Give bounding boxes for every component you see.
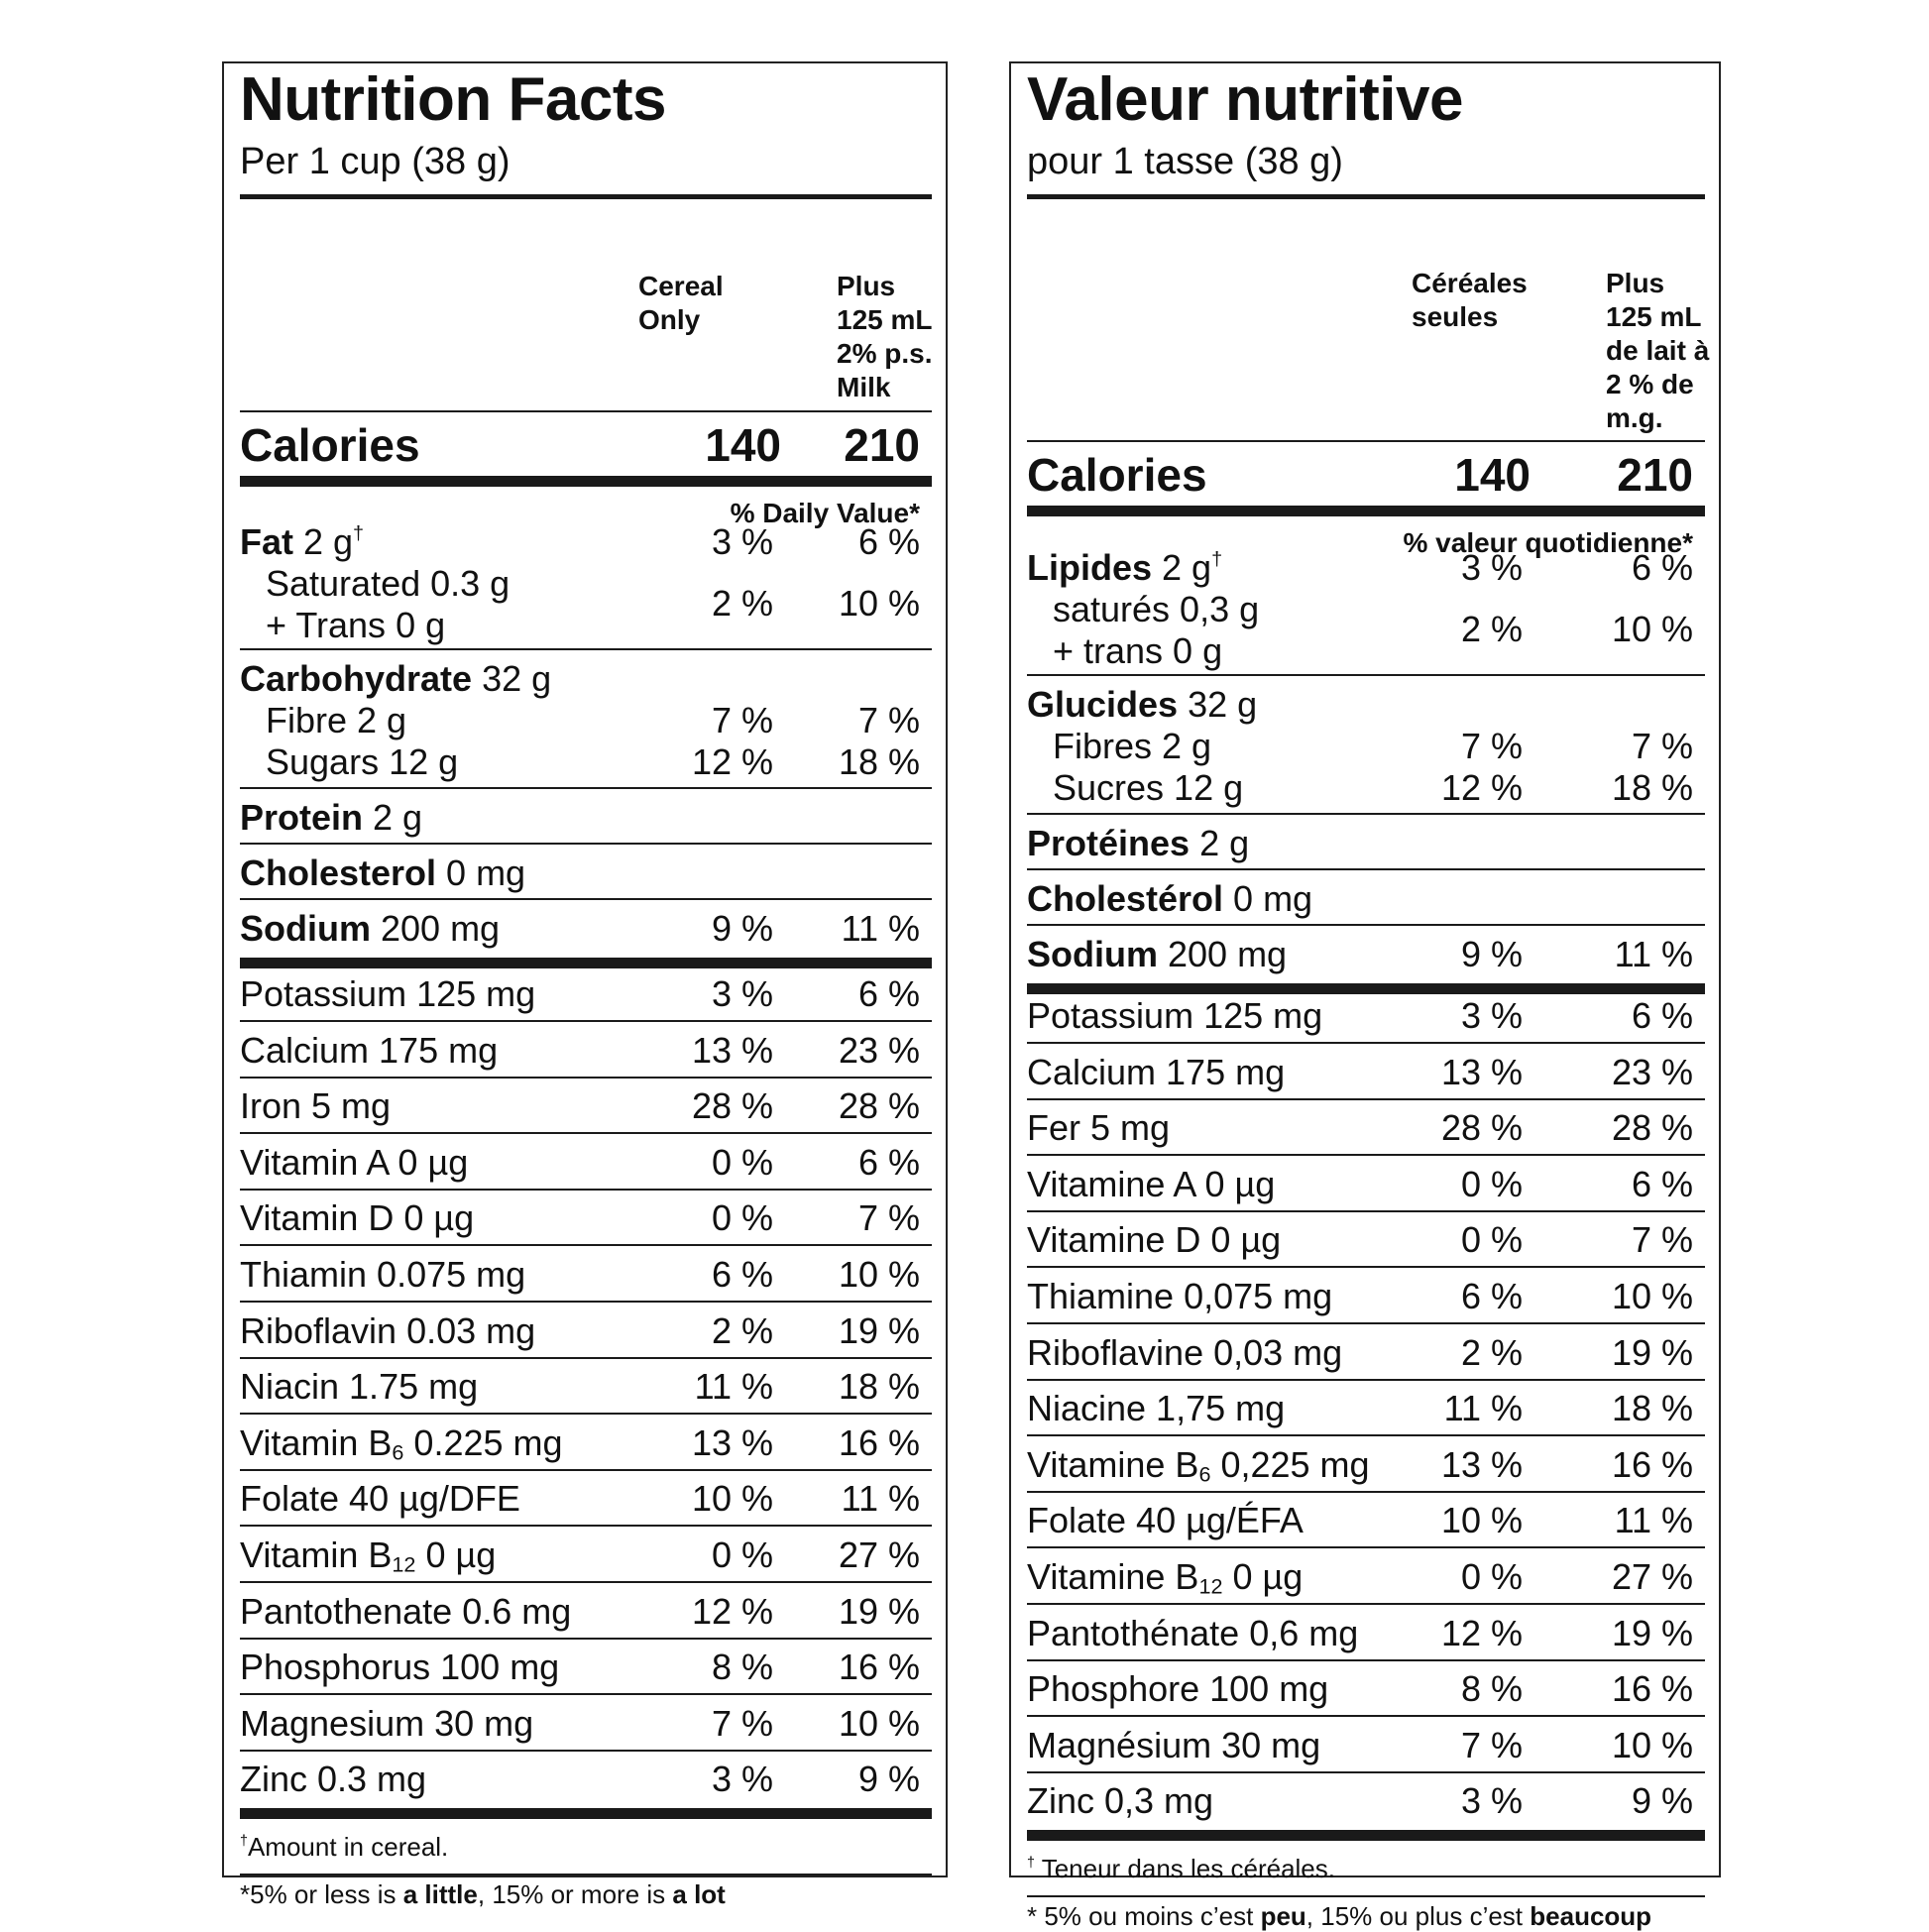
column-header-cereal [1412, 267, 1528, 334]
dv-cereal-value: 8 % [1460, 1668, 1523, 1709]
nutrient-amount: 0.225 mg [403, 1422, 563, 1463]
saturated-label: saturés 0,3 g [1053, 589, 1260, 629]
dv-cereal-value: 9 % [711, 908, 773, 949]
dv-milk-value: 28 % [1611, 1107, 1693, 1148]
dv-cereal-value: 7 % [1460, 726, 1523, 766]
dv-milk-value: 23 % [1611, 1052, 1693, 1092]
dv-cereal-value: 3 % [1460, 547, 1523, 588]
column-header-line: m.g. [1606, 402, 1663, 433]
footnote-text: , 15% ou plus c’est [1305, 1901, 1531, 1931]
dv-cereal-value: 3 % [711, 973, 773, 1014]
dv-cereal-value: 11 % [1443, 1388, 1523, 1428]
divider [1027, 1322, 1705, 1324]
divider [240, 1750, 932, 1752]
subscript: 12 [1198, 1573, 1223, 1599]
rule-below-calories [1027, 506, 1705, 516]
calories-label: Calories [240, 419, 420, 471]
dv-milk-value: 9 % [1631, 1780, 1693, 1821]
footnote-emphasis: a little [402, 1879, 478, 1909]
column-header-line: Plus [837, 271, 896, 301]
nutrient-name: Niacin 1.75 mg [240, 1366, 479, 1407]
sodium-name: Sodium [1027, 934, 1158, 974]
dagger-mark: † [1027, 1855, 1035, 1872]
subscript: 6 [392, 1439, 404, 1465]
divider [240, 1132, 932, 1134]
dv-cereal-value: 8 % [711, 1647, 773, 1687]
dv-milk-value: 6 % [857, 521, 920, 562]
carbohydrate-label [240, 658, 551, 700]
nutrient-amount: 0,225 mg [1210, 1444, 1370, 1485]
divider [240, 1525, 932, 1527]
divider [240, 648, 932, 650]
dv-milk-value: 19 % [1611, 1332, 1693, 1373]
cholesterol-name: Cholesterol [240, 852, 437, 893]
dv-milk-value: 10 % [1611, 1725, 1693, 1765]
footnote-emphasis: beaucoup [1530, 1901, 1652, 1931]
sodium-name: Sodium [240, 908, 371, 949]
carbohydrate-name: Glucides [1027, 684, 1179, 725]
dv-cereal-value: 2 % [711, 1310, 773, 1351]
nutrient-name: Fer 5 mg [1027, 1107, 1171, 1148]
dv-milk-value: 18 % [1611, 1388, 1693, 1428]
column-header-line: 125 mL [837, 304, 933, 335]
dv-milk-value: 23 % [838, 1030, 920, 1071]
nutrient-name: Riboflavin 0.03 mg [240, 1310, 536, 1351]
calories-milk: 210 [1617, 449, 1693, 501]
dv-cereal-value: 9 % [1460, 934, 1523, 974]
dv-milk-value: 16 % [838, 1647, 920, 1687]
dagger-mark: † [240, 1833, 248, 1850]
dv-cereal-value: 13 % [691, 1422, 773, 1463]
divider [240, 1077, 932, 1079]
nutrient-name [1027, 1444, 1370, 1486]
dv-milk-value: 7 % [1631, 726, 1693, 766]
dv-milk-value: 6 % [1631, 547, 1693, 588]
divider [240, 898, 932, 900]
dv-cereal-value: 7 % [711, 1703, 773, 1744]
nutrient-name-text: Vitamin B [240, 1534, 393, 1575]
dv-cereal-value: 10 % [691, 1478, 773, 1519]
nutrient-name: Folate 40 µg/DFE [240, 1478, 520, 1519]
rule-above-footnote [1027, 1830, 1705, 1841]
dv-cereal-value: 2 % [711, 583, 773, 624]
dv-milk-value: 27 % [1611, 1556, 1693, 1597]
dv-milk-value: 16 % [1611, 1444, 1693, 1485]
divider [240, 843, 932, 845]
divider [1027, 1434, 1705, 1436]
nutrient-name: Potassium 125 mg [1027, 995, 1323, 1036]
divider [240, 1020, 932, 1022]
footnote-daily-value [1027, 1901, 1651, 1932]
nutrient-name: Potassium 125 mg [240, 973, 536, 1014]
dv-cereal-value: 10 % [1440, 1500, 1523, 1540]
rule-above-minerals [1027, 983, 1705, 994]
nutrient-name: Phosphore 100 mg [1027, 1668, 1329, 1709]
sugars-label: Sugars 12 g [266, 741, 459, 782]
divider [240, 1189, 932, 1191]
divider [240, 1469, 932, 1471]
nutrient-name [240, 1534, 496, 1576]
nutrition-facts-panel-en [222, 61, 948, 1909]
divider [1027, 1154, 1705, 1156]
divider [1027, 1491, 1705, 1493]
rule-above-minerals [240, 958, 932, 968]
dv-cereal-value: 7 % [1460, 1725, 1523, 1765]
column-header-line: Milk [837, 372, 891, 402]
divider [1027, 1715, 1705, 1717]
dv-milk-value: 11 % [841, 908, 920, 949]
nutrient-name: Calcium 175 mg [1027, 1052, 1286, 1092]
dv-cereal-value: 0 % [1460, 1219, 1523, 1260]
nutrient-name: Magnésium 30 mg [1027, 1725, 1321, 1765]
divider [1027, 1042, 1705, 1044]
dv-milk-value: 11 % [841, 1478, 920, 1519]
carbohydrate-amount: 32 g [1178, 684, 1258, 725]
divider [1027, 1895, 1705, 1897]
footnote-text: Teneur dans les céréales. [1034, 1854, 1335, 1883]
fibre-label: Fibres 2 g [1053, 726, 1212, 766]
dv-cereal-value: 6 % [711, 1254, 773, 1295]
footnote-text: Amount in cereal. [247, 1832, 449, 1862]
nutrient-amount: 0 µg [415, 1534, 497, 1575]
label-title: Nutrition Facts [240, 65, 666, 134]
fat-label [240, 521, 364, 563]
fat-name: Lipides [1027, 547, 1153, 588]
nutrient-name: Iron 5 mg [240, 1085, 392, 1126]
dv-cereal-value: 28 % [691, 1085, 773, 1126]
column-header-line: 125 mL [1606, 301, 1702, 332]
nutrient-name-text: Vitamine B [1027, 1444, 1199, 1485]
column-header-line: de lait à [1606, 335, 1710, 366]
dv-milk-value: 19 % [838, 1310, 920, 1351]
dv-milk-value: 28 % [838, 1085, 920, 1126]
divider [1027, 924, 1705, 926]
footnote-emphasis: peu [1260, 1901, 1306, 1931]
carbohydrate-name: Carbohydrate [240, 658, 473, 699]
divider [240, 1357, 932, 1359]
nutrient-name: Zinc 0.3 mg [240, 1759, 427, 1799]
nutrient-name: Pantothenate 0.6 mg [240, 1591, 572, 1632]
dagger-mark: † [1211, 548, 1223, 571]
divider [240, 1301, 932, 1303]
dv-milk-value: 11 % [1614, 934, 1693, 974]
divider [1027, 1603, 1705, 1605]
column-header-line: 2 % de [1606, 369, 1694, 399]
cholesterol-label [1027, 878, 1312, 920]
protein-label [240, 797, 422, 839]
dv-milk-value: 16 % [1611, 1668, 1693, 1709]
nutrient-name: Riboflavine 0,03 mg [1027, 1332, 1343, 1373]
footnote-daily-value [240, 1879, 726, 1910]
divider [1027, 1266, 1705, 1268]
label-title: Valeur nutritive [1027, 65, 1463, 134]
dv-cereal-value: 0 % [1460, 1164, 1523, 1204]
divider [1027, 674, 1705, 676]
rule-below-serving [1027, 194, 1705, 199]
divider [240, 1874, 932, 1875]
nutrient-name: Thiamin 0.075 mg [240, 1254, 526, 1295]
column-header-milk [837, 270, 933, 404]
nutrient-name-text: Vitamine B [1027, 1556, 1199, 1597]
rule-below-calories [240, 476, 932, 487]
fat-amount: 2 g [1152, 547, 1212, 588]
fat-name: Fat [240, 521, 293, 562]
nutrient-name-text: Vitamin B [240, 1422, 393, 1463]
cholesterol-amount: 0 mg [436, 852, 526, 893]
dv-cereal-value: 0 % [711, 1534, 773, 1575]
fat-label [1027, 547, 1222, 589]
sodium-amount: 200 mg [1158, 934, 1288, 974]
nutrient-name: Thiamine 0,075 mg [1027, 1276, 1333, 1316]
cholesterol-label [240, 852, 525, 894]
dv-milk-value: 18 % [838, 741, 920, 782]
nutrient-name: Vitamin D 0 µg [240, 1197, 475, 1238]
dv-milk-value: 11 % [1614, 1500, 1693, 1540]
dv-cereal-value: 13 % [1440, 1052, 1523, 1092]
divider [240, 787, 932, 789]
dv-cereal-value: 7 % [711, 700, 773, 740]
footnote-amount-in-cereal [1027, 1854, 1335, 1884]
footnote-emphasis: a lot [672, 1879, 726, 1909]
nutrient-name: Calcium 175 mg [240, 1030, 499, 1071]
divider [1027, 868, 1705, 870]
nutrient-name: Vitamine A 0 µg [1027, 1164, 1276, 1204]
column-header-line: seules [1412, 301, 1499, 332]
dv-milk-value: 7 % [857, 700, 920, 740]
nutrient-name: Folate 40 µg/ÉFA [1027, 1500, 1304, 1540]
rule-below-serving [240, 194, 932, 199]
divider [1027, 1546, 1705, 1548]
cholesterol-name: Cholestérol [1027, 878, 1224, 919]
dv-cereal-value: 13 % [1440, 1444, 1523, 1485]
dv-cereal-value: 28 % [1440, 1107, 1523, 1148]
column-header-line: 2% p.s. [837, 338, 933, 369]
sodium-label [240, 908, 500, 950]
nutrition-facts-panel-fr [1009, 61, 1721, 1931]
dagger-mark: † [353, 522, 365, 545]
dv-milk-value: 10 % [1611, 609, 1693, 649]
dv-cereal-value: 12 % [691, 1591, 773, 1632]
rule-above-footnote [240, 1808, 932, 1819]
dv-cereal-value: 3 % [711, 521, 773, 562]
dv-cereal-value: 0 % [711, 1197, 773, 1238]
serving-size: pour 1 tasse (38 g) [1027, 141, 1343, 182]
protein-amount: 2 g [1190, 823, 1250, 863]
divider [240, 1693, 932, 1695]
dv-milk-value: 10 % [838, 583, 920, 624]
protein-amount: 2 g [363, 797, 423, 838]
dv-cereal-value: 11 % [694, 1366, 773, 1407]
sodium-amount: 200 mg [371, 908, 501, 949]
calories-cereal: 140 [705, 419, 781, 471]
divider [1027, 1771, 1705, 1773]
column-header-line: Only [638, 304, 701, 335]
column-header-milk [1606, 267, 1709, 435]
column-header-line: Cereal [638, 271, 724, 301]
dv-milk-value: 10 % [838, 1254, 920, 1295]
sugars-label: Sucres 12 g [1053, 767, 1244, 808]
nutrient-name: Magnesium 30 mg [240, 1703, 534, 1744]
dv-milk-value: 6 % [1631, 995, 1693, 1036]
footnote-amount-in-cereal [240, 1832, 448, 1863]
dv-milk-value: 19 % [1611, 1613, 1693, 1653]
divider [1027, 813, 1705, 815]
dv-cereal-value: 2 % [1460, 1332, 1523, 1373]
calories-row [240, 412, 932, 472]
nutrient-amount: 0 µg [1222, 1556, 1304, 1597]
dv-cereal-value: 0 % [711, 1142, 773, 1183]
protein-name: Protéines [1027, 823, 1191, 863]
dv-cereal-value: 3 % [711, 1759, 773, 1799]
footnote-text: , 15% or more is [477, 1879, 673, 1909]
dv-milk-value: 10 % [838, 1703, 920, 1744]
calories-cereal: 140 [1454, 449, 1531, 501]
carbohydrate-amount: 32 g [472, 658, 552, 699]
nutrient-name: Pantothénate 0,6 mg [1027, 1613, 1359, 1653]
footnote-text: * 5% ou moins c’est [1027, 1901, 1261, 1931]
protein-name: Protein [240, 797, 364, 838]
carbohydrate-label [1027, 684, 1257, 726]
daily-value-header: % valeur quotidienne* [1403, 527, 1693, 558]
dv-cereal-value: 2 % [1460, 609, 1523, 649]
nutrient-name [1027, 1556, 1303, 1598]
dv-milk-value: 6 % [1631, 1164, 1693, 1204]
nutrient-name: Phosphorus 100 mg [240, 1647, 560, 1687]
subscript: 12 [392, 1551, 416, 1577]
fat-amount: 2 g [293, 521, 354, 562]
dv-cereal-value: 12 % [1440, 1613, 1523, 1653]
divider [240, 1638, 932, 1640]
dv-milk-value: 10 % [1611, 1276, 1693, 1316]
protein-label [1027, 823, 1249, 864]
dv-cereal-value: 3 % [1460, 1780, 1523, 1821]
nutrient-name: Niacine 1,75 mg [1027, 1388, 1286, 1428]
dv-milk-value: 27 % [838, 1534, 920, 1575]
nutrient-name: Vitamine D 0 µg [1027, 1219, 1282, 1260]
dv-milk-value: 18 % [838, 1366, 920, 1407]
divider [1027, 1098, 1705, 1100]
dv-milk-value: 9 % [857, 1759, 920, 1799]
dv-cereal-value: 12 % [1440, 767, 1523, 808]
dv-cereal-value: 6 % [1460, 1276, 1523, 1316]
cholesterol-amount: 0 mg [1223, 878, 1313, 919]
column-header-cereal [638, 270, 724, 337]
trans-label: + trans 0 g [1053, 630, 1223, 671]
dv-milk-value: 6 % [857, 1142, 920, 1183]
nutrient-name: Vitamin A 0 µg [240, 1142, 469, 1183]
serving-size: Per 1 cup (38 g) [240, 141, 511, 182]
dv-cereal-value: 0 % [1460, 1556, 1523, 1597]
column-header-line: Céréales [1412, 268, 1528, 298]
dv-milk-value: 16 % [838, 1422, 920, 1463]
sodium-label [1027, 934, 1287, 975]
dv-milk-value: 19 % [838, 1591, 920, 1632]
trans-label: + Trans 0 g [266, 605, 446, 645]
dv-cereal-value: 12 % [691, 741, 773, 782]
saturated-label: Saturated 0.3 g [266, 563, 511, 604]
daily-value-header: % Daily Value* [730, 498, 920, 528]
dv-milk-value: 7 % [857, 1197, 920, 1238]
divider [240, 1413, 932, 1415]
calories-row [1027, 442, 1705, 502]
dv-cereal-value: 13 % [691, 1030, 773, 1071]
footnote-text: *5% or less is [240, 1879, 403, 1909]
divider [1027, 1379, 1705, 1381]
divider [240, 1244, 932, 1246]
calories-label: Calories [1027, 449, 1207, 501]
nutrient-name [240, 1422, 563, 1464]
calories-milk: 210 [844, 419, 920, 471]
divider [240, 1581, 932, 1583]
dv-milk-value: 6 % [857, 973, 920, 1014]
fibre-label: Fibre 2 g [266, 700, 407, 740]
dv-milk-value: 7 % [1631, 1219, 1693, 1260]
dv-milk-value: 18 % [1611, 767, 1693, 808]
subscript: 6 [1198, 1461, 1211, 1487]
column-header-line: Plus [1606, 268, 1665, 298]
divider [1027, 1210, 1705, 1212]
dv-cereal-value: 3 % [1460, 995, 1523, 1036]
divider [1027, 1659, 1705, 1661]
nutrient-name: Zinc 0,3 mg [1027, 1780, 1214, 1821]
